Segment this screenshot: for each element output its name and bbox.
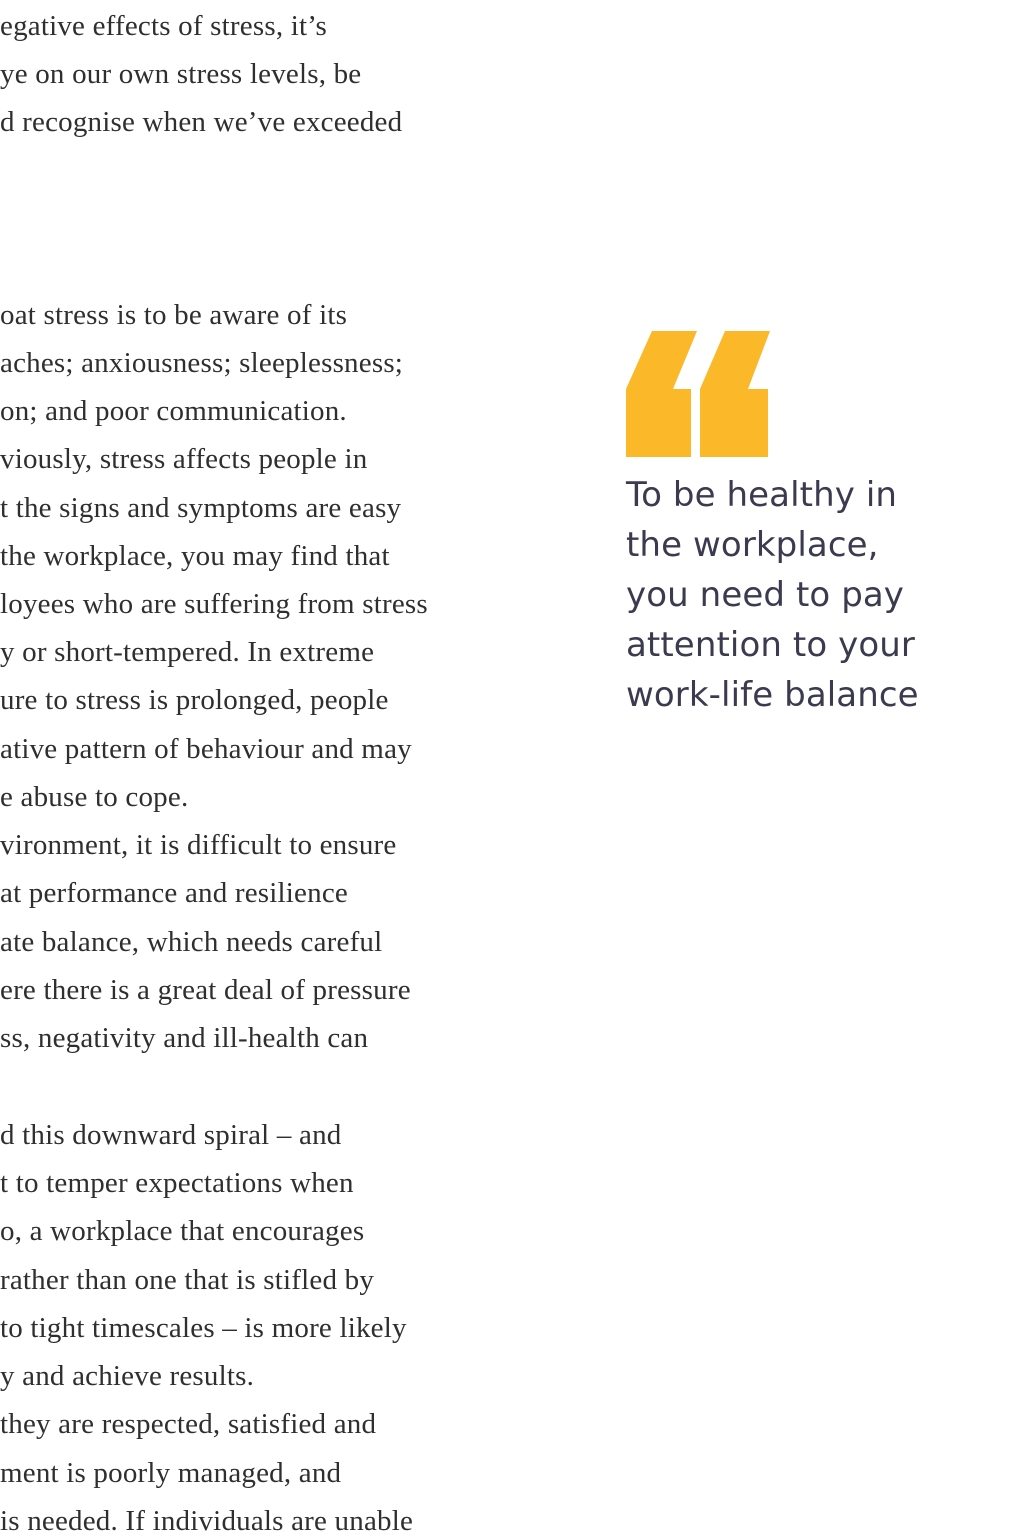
article-line: o, a workplace that encourages: [0, 1215, 365, 1247]
article-line: ate balance, which needs careful: [0, 926, 383, 958]
article-line: ment is poorly managed, and: [0, 1457, 342, 1489]
article-line: rather than one that is stifled by: [0, 1264, 375, 1296]
article-line: loyees who are suffering from stress: [0, 588, 428, 620]
article-line: y or short-tempered. In extreme: [0, 636, 375, 668]
pull-quote-line: attention to your: [626, 625, 915, 665]
article-line: aches; anxiousness; sleeplessness;: [0, 347, 404, 379]
article-line: ere there is a great deal of pressure: [0, 974, 411, 1006]
article-line: e abuse to cope.: [0, 781, 189, 813]
article-line: viously, stress affects people in: [0, 443, 368, 475]
article-line: vironment, it is difficult to ensure: [0, 829, 397, 861]
article-line: ure to stress is prolonged, people: [0, 684, 389, 716]
article-line: t the signs and symptoms are easy: [0, 492, 402, 524]
pull-quote-line: you need to pay: [626, 575, 905, 615]
article-line: they are respected, satisfied and: [0, 1408, 377, 1440]
article-line: ye on our own stress levels, be: [0, 58, 362, 90]
article-line: on; and poor communication.: [0, 395, 347, 427]
article-line: oat stress is to be aware of its: [0, 299, 348, 331]
article-line: at performance and resilience: [0, 877, 348, 909]
article-line: ss, negativity and ill-health can: [0, 1022, 369, 1054]
pull-quote-line: work-life balance: [626, 675, 919, 715]
article-line: d recognise when we’ve exceeded: [0, 106, 403, 138]
pull-quote-line: the workplace,: [626, 525, 879, 565]
pull-quote: [626, 470, 986, 720]
article-line: y and achieve results.: [0, 1360, 255, 1392]
article-line: egative effects of stress, it’s: [0, 10, 327, 42]
article-line: d this downward spiral – and: [0, 1119, 342, 1151]
article-line: to tight timescales – is more likely: [0, 1312, 407, 1344]
article-line: is needed. If individuals are unable: [0, 1505, 414, 1536]
article-line: ative pattern of behaviour and may: [0, 733, 412, 765]
article-line: the workplace, you may find that: [0, 540, 390, 572]
article-line: t to temper expectations when: [0, 1167, 354, 1199]
pull-quote-line: To be healthy in: [626, 475, 898, 515]
quotation-mark-icon: [626, 331, 770, 457]
